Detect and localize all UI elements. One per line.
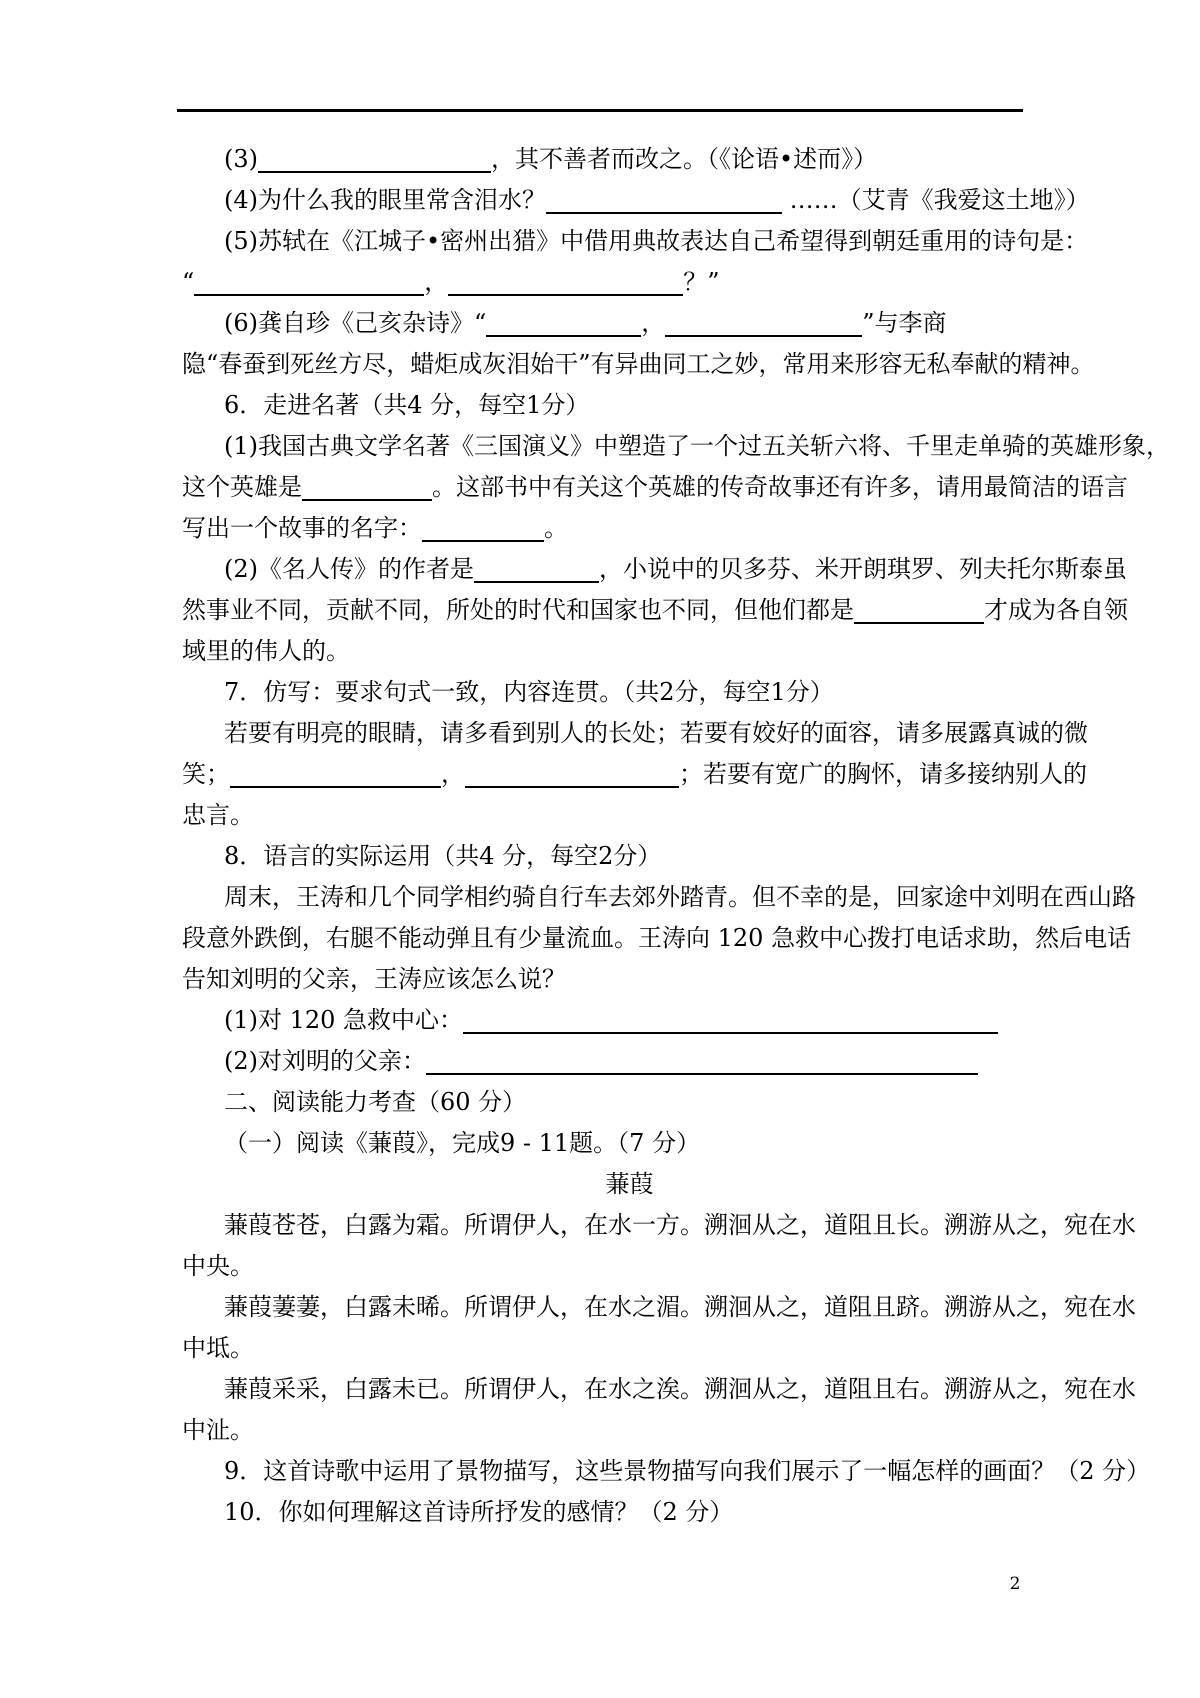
line-text: 然事业不同，贡献不同，所处的时代和国家也不同，但他们都是 bbox=[182, 596, 854, 624]
line-text: 6．走进名著（共4 分，每空1分） bbox=[224, 391, 590, 419]
blank-underline bbox=[665, 335, 862, 337]
text-line bbox=[182, 1287, 1136, 1328]
text-line bbox=[182, 385, 1077, 426]
text-line bbox=[182, 1410, 1077, 1451]
blank-underline bbox=[422, 540, 544, 542]
line-text: 中坻。 bbox=[182, 1334, 254, 1362]
line-text: 中沚。 bbox=[182, 1416, 254, 1444]
line-text: ， bbox=[441, 760, 465, 788]
blank-underline bbox=[448, 294, 683, 296]
line-text: ，其不善者而改之。（《论语•述而》） bbox=[491, 145, 878, 173]
line-text: 蒹葭 bbox=[605, 1170, 654, 1198]
text-line bbox=[182, 139, 1077, 180]
line-text: (2)《名人传》的作者是 bbox=[224, 555, 474, 583]
line-text: 。 bbox=[544, 514, 568, 542]
text-line bbox=[182, 918, 1132, 959]
line-text: ， bbox=[641, 309, 666, 337]
line-text: 段意外跌倒，右腿不能动弹且有少量流血。王涛向 120 急救中心拨打电话求助，然后电话 bbox=[182, 924, 1132, 952]
blank-underline bbox=[258, 171, 491, 173]
line-text: 蒹葭苍苍，白露为霜。所谓伊人，在水一方。溯洄从之，道阻且长。溯游从之，宛在水 bbox=[224, 1211, 1136, 1239]
blank-underline bbox=[486, 335, 641, 337]
line-text: 忠言。 bbox=[182, 801, 254, 829]
text-line bbox=[182, 713, 1088, 754]
line-text: ……（艾青《我爱这土地》） bbox=[782, 186, 1090, 214]
text-line bbox=[182, 549, 1127, 590]
line-text: ”与李商 bbox=[862, 309, 947, 337]
page-number: 2 bbox=[1009, 1574, 1021, 1594]
line-text: 隐“春蚕到死丝方尽，蜡炬成灰泪始干”有异曲同工之妙，常用来形容无私奉献的精神。 bbox=[182, 350, 1095, 378]
line-text: (5)苏轼在《江城子•密州出猎》中借用典故表达自己希望得到朝廷重用的诗句是： bbox=[224, 227, 1089, 255]
line-text: 10．你如何理解这首诗所抒发的感情？（2 分） bbox=[224, 1498, 734, 1526]
text-line bbox=[182, 1492, 1077, 1533]
line-text: 这个英雄是 bbox=[182, 473, 302, 501]
text-line bbox=[182, 1246, 1077, 1287]
line-text: 中央。 bbox=[182, 1252, 254, 1280]
line-text: ？” bbox=[683, 268, 720, 296]
text-line bbox=[182, 1082, 1077, 1123]
text-line bbox=[182, 303, 1077, 344]
line-text: (4)为什么我的眼里常含泪水？ bbox=[224, 186, 546, 214]
text-line bbox=[182, 631, 1077, 672]
text-line bbox=[182, 672, 1077, 713]
text-line bbox=[182, 262, 1077, 303]
blank-underline bbox=[854, 622, 984, 624]
blank-underline bbox=[546, 212, 782, 214]
line-text: 才成为各自领 bbox=[984, 596, 1128, 624]
text-line bbox=[182, 221, 1089, 262]
text-line bbox=[182, 467, 1128, 508]
line-text: ， bbox=[424, 268, 449, 296]
text-line bbox=[182, 1369, 1136, 1410]
header-rule bbox=[177, 109, 1023, 112]
text-line bbox=[182, 180, 1090, 221]
line-text: 二、阅读能力考查（60 分） bbox=[224, 1088, 527, 1116]
document-body bbox=[182, 139, 1170, 1533]
text-line bbox=[182, 754, 1087, 795]
text-line bbox=[182, 590, 1128, 631]
poem-title-line bbox=[182, 1164, 1077, 1205]
text-line bbox=[182, 1000, 1077, 1041]
line-text: 告知刘明的父亲，王涛应该怎么说？ bbox=[182, 965, 566, 993]
text-line bbox=[182, 1328, 1077, 1369]
blank-underline bbox=[474, 581, 599, 583]
text-line bbox=[182, 1451, 1151, 1492]
blank-underline bbox=[463, 1032, 998, 1034]
line-text: 9．这首诗歌中运用了景物描写，这些景物描写向我们展示了一幅怎样的画面？（2 分） bbox=[224, 1457, 1151, 1485]
line-text: 。这部书中有关这个英雄的传奇故事还有许多，请用最简洁的语言 bbox=[432, 473, 1128, 501]
line-text: （一）阅读《蒹葭》，完成9 - 11题。（7 分） bbox=[224, 1129, 701, 1157]
line-text: 笑； bbox=[182, 760, 230, 788]
line-text: (3) bbox=[224, 145, 258, 173]
text-line bbox=[182, 959, 1077, 1000]
line-text: (2)对刘明的父亲： bbox=[224, 1047, 426, 1075]
line-text: “ bbox=[182, 268, 195, 296]
blank-underline bbox=[230, 786, 441, 788]
blank-underline bbox=[302, 499, 432, 501]
line-text: (1)我国古典文学名著《三国演义》中塑造了一个过五关斩六将、千里走单骑的英雄形象， bbox=[224, 432, 1170, 460]
line-text: 若要有明亮的眼睛，请多看到别人的长处；若要有姣好的面容，请多展露真诚的微 bbox=[224, 719, 1088, 747]
line-text: ；若要有宽广的胸怀，请多接纳别人的 bbox=[679, 760, 1087, 788]
blank-underline bbox=[465, 786, 679, 788]
line-text: 周末，王涛和几个同学相约骑自行车去郊外踏青。但不幸的是，回家途中刘明在西山路 bbox=[224, 883, 1136, 911]
line-text: (6)龚自珍《己亥杂诗》“ bbox=[224, 309, 487, 337]
text-line bbox=[182, 1123, 1077, 1164]
line-text: ，小说中的贝多芬、米开朗琪罗、列夫托尔斯泰虽 bbox=[599, 555, 1127, 583]
line-text: 域里的伟人的。 bbox=[182, 637, 350, 665]
line-text: 写出一个故事的名字： bbox=[182, 514, 422, 542]
line-text: 8．语言的实际运用（共4 分，每空2分） bbox=[224, 842, 662, 870]
text-line bbox=[182, 836, 1077, 877]
text-line bbox=[182, 1041, 1077, 1082]
line-text: 7．仿写：要求句式一致，内容连贯。（共2分，每空1分） bbox=[224, 678, 834, 706]
text-line bbox=[182, 795, 1077, 836]
blank-underline bbox=[194, 294, 424, 296]
text-line bbox=[182, 1205, 1136, 1246]
blank-underline bbox=[426, 1073, 978, 1075]
line-text: 蒹葭采采，白露未已。所谓伊人，在水之涘。溯洄从之，道阻且右。溯游从之，宛在水 bbox=[224, 1375, 1136, 1403]
text-line bbox=[182, 426, 1170, 467]
line-text: (1)对 120 急救中心： bbox=[224, 1006, 464, 1034]
text-line bbox=[182, 877, 1136, 918]
line-text: 蒹葭萋萋，白露未晞。所谓伊人，在水之湄。溯洄从之，道阻且跻。溯游从之，宛在水 bbox=[224, 1293, 1136, 1321]
text-line bbox=[182, 344, 1095, 385]
text-line bbox=[182, 508, 1077, 549]
